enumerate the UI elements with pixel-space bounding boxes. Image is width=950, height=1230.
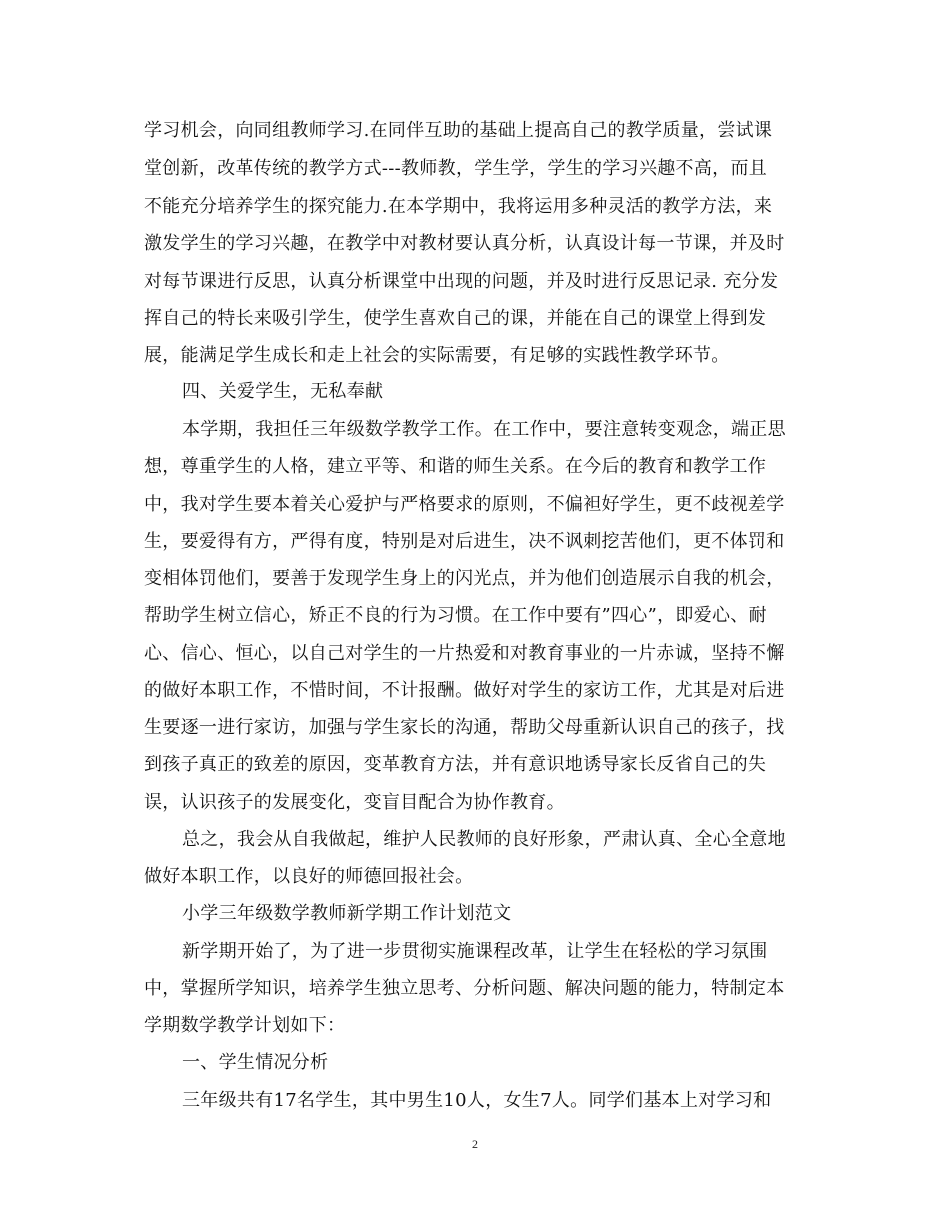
text-line: 生要逐一进行家访，加强与学生家长的沟通，帮助父母重新认识自己的孩子，找 [144,717,785,738]
text-line: 学期数学教学计划如下： [144,1015,346,1036]
text-line: 学习机会，向同组教师学习.在同伴互助的基础上提高自己的教学质量，尝试课 [144,120,773,141]
text-line: 不能充分培养学生的探究能力.在本学期中，我将运用多种灵活的教学方法，来 [144,196,773,217]
paragraph-first-line: 新学期开始了，为了进一步贯彻实施课程改革，让学生在轻松的学习氛围 [182,941,768,962]
text-line: 变相体罚他们，要善于发现学生身上的闪光点，并为他们创造展示自我的机会， [144,568,785,589]
text-line: 心、信心、恒心，以自己对学生的一片热爱和对教育事业的一片赤诚，坚持不懈 [144,643,785,664]
text-line: 的做好本职工作，不惜时间，不计报酬。做好对学生的家访工作，尤其是对后进 [144,680,785,701]
page-number: 2 [472,1137,478,1151]
text-line: 展，能满足学生成长和走上社会的实际需要，有足够的实践性教学环节。 [144,345,730,366]
paragraph-first-line: 三年级共有17名学生，其中男生10人，女生7人。同学们基本上对学习和 [182,1090,772,1111]
text-line: 到孩子真正的致差的原因，变革教育方法，并有意识地诱导家长反省自己的失 [144,754,767,775]
text-line: 误，认识孩子的发展变化，变盲目配合为协作教育。 [144,792,565,813]
text-line: 帮助学生树立信心，矫正不良的行为习惯。在工作中要有”四心”，即爱心、耐 [144,605,767,626]
text-line: 中，我对学生要本着关心爱护与严格要求的原则，不偏袒好学生，更不歧视差学 [144,494,785,515]
paragraph-first-line: 本学期，我担任三年级数学教学工作。在工作中，要注意转变观念，端正思 [182,419,786,440]
text-line: 激发学生的学习兴趣，在教学中对教材要认真分析，认真设计每一节课，并及时 [144,233,785,254]
section-heading: 一、学生情况分析 [182,1052,329,1073]
paragraph-first-line: 总之，我会从自我做起，维护人民教师的良好形象，严肃认真、全心全意地 [182,829,786,850]
text-line: 做好本职工作，以良好的师德回报社会。 [144,866,474,887]
section-heading: 四、关爱学生，无私奉献 [182,381,384,402]
text-line: 对每节课进行反思，认真分析课堂中出现的问题，并及时进行反思记录. 充分发 [144,271,779,292]
text-line: 想，尊重学生的人格，建立平等、和谐的师生关系。在今后的教育和教学工作 [144,456,767,477]
text-line: 中，掌握所学知识，培养学生独立思考、分析问题、解决问题的能力，特制定本 [144,978,785,999]
document-subtitle: 小学三年级数学教师新学期工作计划范文 [182,903,512,924]
text-line: 挥自己的特长来吸引学生，使学生喜欢自己的课，并能在自己的课堂上得到发 [144,308,767,329]
text-line: 生，要爱得有方，严得有度，特别是对后进生，决不讽刺挖苦他们，更不体罚和 [144,531,785,552]
text-line: 堂创新，改革传统的教学方式---教师教，学生学，学生的学习兴趣不高，而且 [144,158,768,179]
